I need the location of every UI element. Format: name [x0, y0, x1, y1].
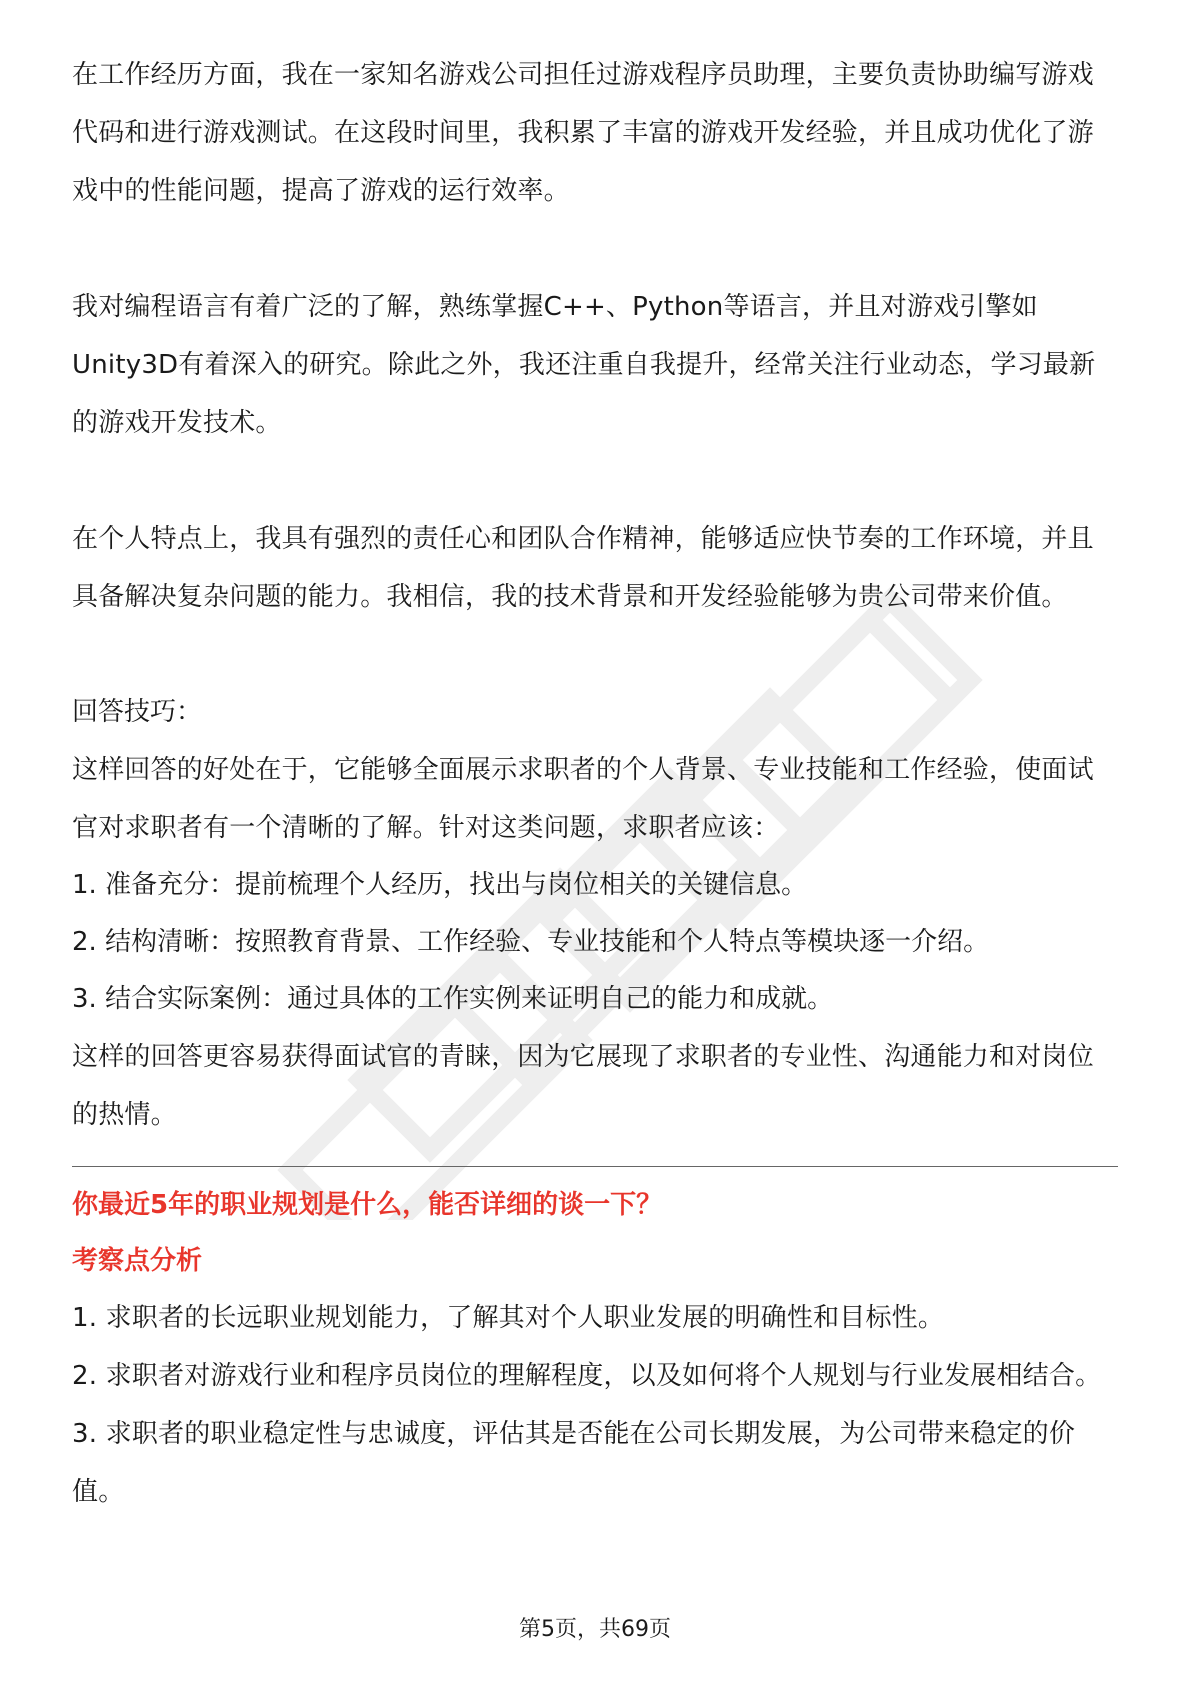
tips-item: 3. 结合实际案例：通过具体的工作实例来证明自己的能力和成就。	[72, 984, 834, 1014]
main-content	[72, 46, 1118, 1521]
paragraph-personal-traits: 在个人特点上，我具有强烈的责任心和团队合作精神，能够适应快节奏的工作环境，并且具备解决复杂问题的能力。我相信，我的技术背景和开发经验能够为贵公司带来价值。	[72, 524, 1094, 612]
analysis-point: 3. 求职者的职业稳定性与忠诚度，评估其是否能在公司长期发展，为公司带来稳定的价值。	[72, 1419, 1076, 1507]
tips-intro: 这样回答的好处在于，它能够全面展示求职者的个人背景、专业技能和工作经验，使面试官对求职者有一个清晰的了解。针对这类问题，求职者应该：	[72, 755, 1094, 843]
section-divider	[72, 1166, 1118, 1167]
tips-conclusion: 这样的回答更容易获得面试官的青睐，因为它展现了求职者的专业性、沟通能力和对岗位的热情。	[72, 1042, 1094, 1130]
tips-heading: 回答技巧：	[72, 697, 203, 727]
analysis-point: 2. 求职者对游戏行业和程序员岗位的理解程度，以及如何将个人规划与行业发展相结合。	[72, 1361, 1102, 1391]
tips-item: 2. 结构清晰：按照教育背景、工作经验、专业技能和个人特点等模块逐一介绍。	[72, 927, 990, 957]
question-title: 你最近5年的职业规划是什么，能否详细的谈一下？	[72, 1190, 663, 1220]
analysis-heading: 考察点分析	[72, 1246, 203, 1276]
paragraph-programming-skills: 我对编程语言有着广泛的了解，熟练掌握C++、Python等语言，并且对游戏引擎如Unity3D有着深入的研究。除此之外，我还注重自我提升，经常关注行业动态，学习最新的游戏开发技术。	[72, 292, 1096, 438]
analysis-point: 1. 求职者的长远职业规划能力，了解其对个人职业发展的明确性和目标性。	[72, 1303, 945, 1333]
paragraph-work-experience: 在工作经历方面，我在一家知名游戏公司担任过游戏程序员助理，主要负责协助编写游戏代码和进行游戏测试。在这段时间里，我积累了丰富的游戏开发经验，并且成功优化了游戏中的性能问题，提高了游戏的运行效率。	[72, 60, 1094, 206]
tips-item: 1. 准备充分：提前梳理个人经历，找出与岗位相关的关键信息。	[72, 870, 808, 900]
page-number: 第5页，共69页	[519, 1617, 671, 1642]
